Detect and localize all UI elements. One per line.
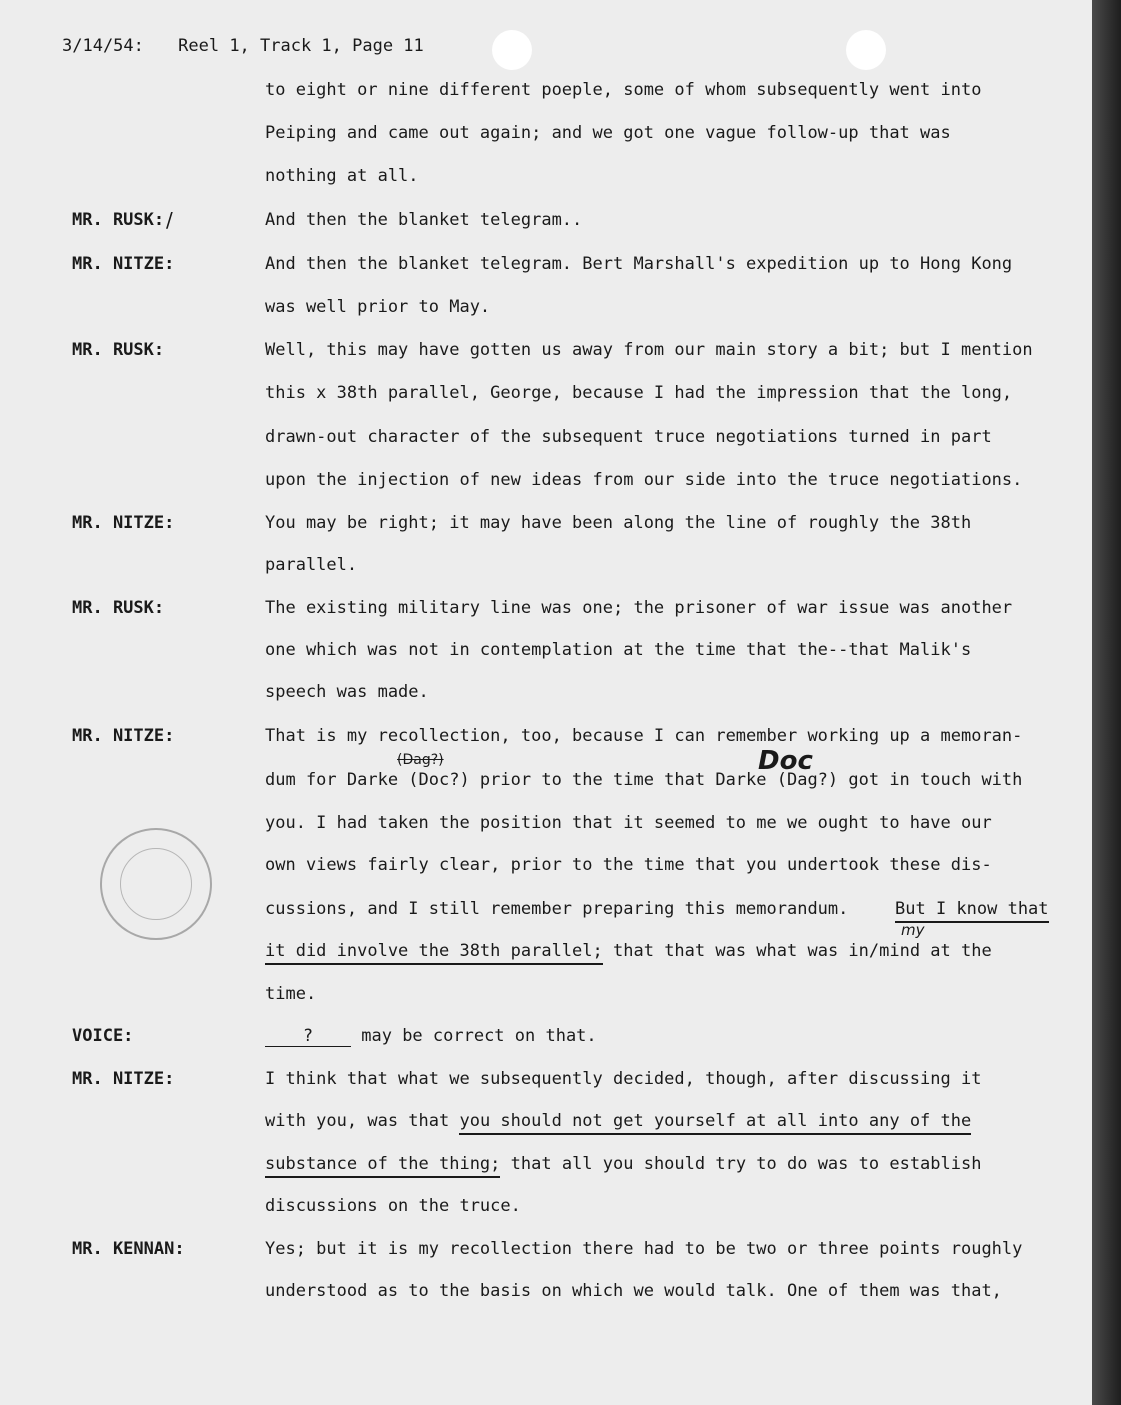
transcript-line: speech was made.: [265, 682, 429, 702]
transcript-line: And then the blanket telegram. Bert Marshall's expedition up to Hong Kong: [265, 254, 1013, 274]
transcript-line: upon the injection of new ideas from our side into the truce negotiations.: [265, 470, 1023, 490]
handwritten-annotation-my: my: [901, 921, 925, 939]
transcript-line-underlined: But I know that: [895, 899, 1049, 919]
transcript-line: And then the blanket telegram..: [265, 210, 583, 230]
transcript-line: Peiping and came out again; and we got one vague follow-up that was: [265, 123, 951, 143]
transcript-line: dum for Darke (Doc?) prior to the time that Darke (Dag?) got in touch with: [265, 770, 1023, 790]
transcript-line: Yes; but it is my recollection there had to be two or three points roughly: [265, 1239, 1023, 1259]
transcript-line: parallel.: [265, 555, 358, 575]
transcript-line: That is my recollection, too, because I can remember working up a memoran-: [265, 726, 1023, 746]
handwritten-annotation-dag: (Dag?): [397, 752, 444, 768]
punch-hole: [492, 30, 532, 70]
speaker-label: MR. NITZE:: [72, 726, 175, 746]
transcript-line: with you, was that you should not get yourself at all into any of the: [265, 1111, 971, 1131]
transcript-line: own views fairly clear, prior to the time that you undertook these dis-: [265, 855, 992, 875]
speaker-label: MR. KENNAN:: [72, 1239, 185, 1259]
transcript-line: ? may be correct on that.: [265, 1026, 597, 1047]
handwritten-annotation-doc: Doc: [758, 746, 813, 776]
transcript-line: was well prior to May.: [265, 297, 491, 317]
speaker-label: VOICE:: [72, 1026, 134, 1046]
transcript-line: nothing at all.: [265, 166, 419, 186]
transcript-line: this x 38th parallel, George, because I had the impression that the long,: [265, 383, 1013, 403]
speaker-label: MR. NITZE:: [72, 513, 175, 533]
transcript-line: I think that what we subsequently decided, though, after discussing it: [265, 1069, 982, 1089]
transcript-line: You may be right; it may have been along the line of roughly the 38th: [265, 513, 972, 533]
speaker-label: MR. NITZE:: [72, 254, 175, 274]
speaker-label: MR. RUSK:: [72, 210, 165, 230]
transcript-line: discussions on the truce.: [265, 1196, 521, 1216]
blank-field: ?: [265, 1026, 351, 1047]
transcript-line: you. I had taken the position that it seemed to me we ought to have our: [265, 813, 992, 833]
transcript-line: it did involve the 38th parallel; that that was what was in/mind at the: [265, 941, 992, 961]
transcript-line: to eight or nine different poeple, some of whom subsequently went into: [265, 80, 982, 100]
transcript-line: substance of the thing; that all you should try to do was to establish: [265, 1154, 981, 1174]
library-stamp-inner-ring: [120, 848, 192, 920]
transcript-line: understood as to the basis on which we would talk. One of them was that,: [265, 1281, 1002, 1301]
handwritten-mark: /: [166, 208, 173, 232]
punch-hole: [846, 30, 886, 70]
transcript-line: drawn-out character of the subsequent truce negotiations turned in part: [265, 427, 992, 447]
transcript-line: Well, this may have gotten us away from our main story a bit; but I mention: [265, 340, 1033, 360]
library-stamp: [100, 828, 212, 940]
speaker-label: MR. NITZE:: [72, 1069, 175, 1089]
speaker-label: MR. RUSK:: [72, 340, 165, 360]
page-edge-shadow: [1092, 0, 1121, 1405]
transcript-line: The existing military line was one; the prisoner of war issue was another: [265, 598, 1013, 618]
transcript-line: one which was not in contemplation at the time that the--that Malik's: [265, 640, 972, 660]
transcript-line: cussions, and I still remember preparing this memorandum.: [265, 899, 849, 919]
header-reel-track-page: Reel 1, Track 1, Page 11: [178, 36, 424, 56]
page-header: [62, 36, 424, 56]
header-date: 3/14/54:: [62, 36, 144, 56]
speaker-label: MR. RUSK:: [72, 598, 165, 618]
transcript-line: time.: [265, 984, 317, 1004]
